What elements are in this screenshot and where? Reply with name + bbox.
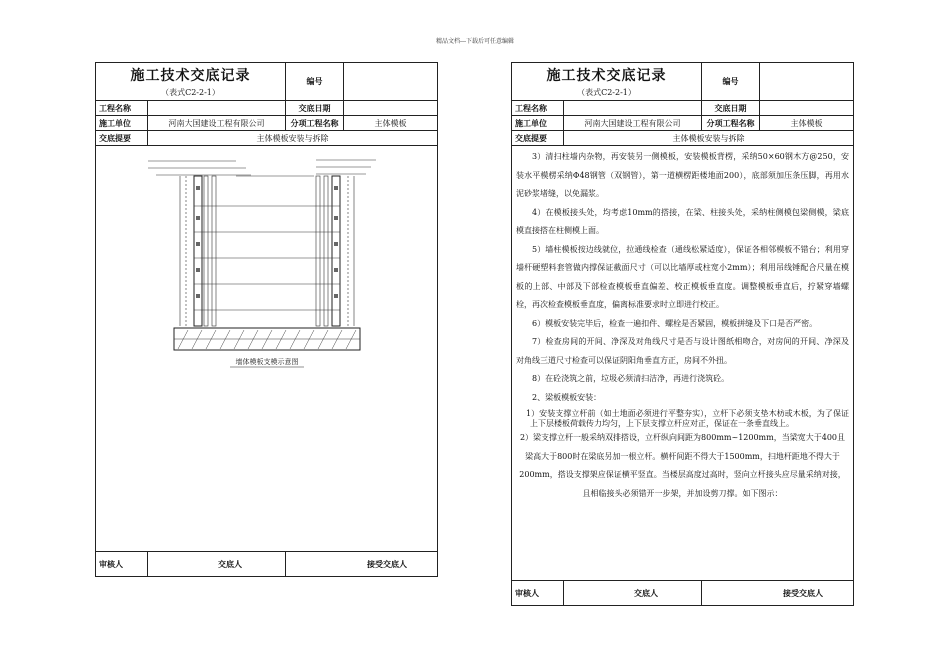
left-disclosure-form <box>95 62 438 577</box>
disclosure-date-label: 交底日期 <box>702 101 760 116</box>
code-field[interactable] <box>760 63 854 101</box>
project-name-field[interactable] <box>564 101 702 116</box>
subproject-name-label: 分项工程名称 <box>286 116 344 131</box>
form-title-cell <box>96 63 286 101</box>
construction-unit-label: 施工单位 <box>96 116 148 131</box>
summary-label: 交底提要 <box>96 131 148 146</box>
right-disclosure-form <box>511 62 854 606</box>
construction-unit-label: 施工单位 <box>512 116 564 131</box>
form-title: 施工技术交底记录 <box>546 68 667 84</box>
list-item: 1）安装支撑立杆前（如土地面必须进行平整夯实），立杆下必须支垫木枋或木板，为了保证上下层楼板荷载传力均匀，上下层支撑立杆应对正，保证在一条垂直线上。 <box>526 409 849 428</box>
receiver-label: 接受交底人 <box>783 587 823 598</box>
project-name-field[interactable] <box>148 101 286 116</box>
paragraph: 3）清扫柱墙内杂物，再安装另一侧模板，安装模板背楞，采纳50×60钢木方@250，安装水平模楞采纳Φ48钢管（双钢管），第一道横楞距楼地面200），底部须加压条压脚，再用水泥砂浆堵缝，以免漏浆。 <box>516 152 849 198</box>
formwork-diagram-cell <box>96 146 438 552</box>
project-name-label: 工程名称 <box>512 101 564 116</box>
paragraph: 7）检查房间的开间、净深及对角线尺寸是否与设计图纸相吻合，对房间的开间、净深及对角线三道尺寸检查可以保证阴阳角垂直方正，房间不外扭。 <box>516 337 849 365</box>
paragraph: 6）模板安装完毕后，检查一遍扣件、螺栓是否紧固，模板拼缝及下口是否严密。 <box>532 318 818 328</box>
paragraph: 2、梁板模板安装： <box>532 392 602 402</box>
disclosure-date-field[interactable] <box>344 101 438 116</box>
discloser-label: 交底人 <box>218 558 242 569</box>
paragraph: 8）在砼浇筑之前，垃圾必须清扫洁净，再进行浇筑砼。 <box>532 374 730 383</box>
form-subtitle: （表式C2-2-1） <box>577 88 636 97</box>
subproject-name-value: 主体模板 <box>344 116 438 131</box>
paragraph: 2）梁支撑立杆一般采纳双排搭设，立杆纵向间距为800mm~1200mm，当梁宽大于400且梁高大于800时在梁底另加一根立杆。横杆间距不得大于1500mm，扫地杆距地不得大于200mm，搭设支撑架应保证横平竖直。当楼层高度过高时，竖向立杆接头应尽量采纳对接，且相临接头必须错开一步架，并加设剪刀撑。如下图示： <box>519 433 846 498</box>
form-title-cell <box>512 63 702 101</box>
summary-value: 主体模板安装与拆除 <box>148 131 438 146</box>
paragraph: 5）墙柱模板按边线就位，拉通线检查（通线松紧适度），保证各相邻模板不错台；利用穿墙杆硬塑料套管做内撑保证截面尺寸（可以比墙厚或柱宽小2mm）；利用吊线锤配合尺量在模板的上部、中部及下部检查模板垂直偏差、校正模板垂直度。调整模板垂直后，拧紧穿墙螺栓，再次检查模板垂直度，偏离标准要求时立即进行校正。 <box>516 244 849 309</box>
disclosure-date-field[interactable] <box>760 101 854 116</box>
discloser-label: 交底人 <box>634 587 658 598</box>
paragraph: 4）在模板接头处，均考虑10mm的搭接，在梁、柱接头处，采纳柱侧模包梁侧模，梁底模直接搭在柱侧模上面。 <box>516 207 849 235</box>
project-name-label: 工程名称 <box>96 101 148 116</box>
receiver-label: 接受交底人 <box>367 558 407 569</box>
summary-value: 主体模板安装与拆除 <box>564 131 854 146</box>
reviewer-label: 审核人 <box>96 552 148 577</box>
disclosure-content <box>512 146 854 581</box>
code-label: 编号 <box>286 63 344 101</box>
form-subtitle: （表式C2-2-1） <box>161 88 220 97</box>
page-header-note: 精品文档---下载后可任意编辑 <box>435 38 515 45</box>
form-title: 施工技术交底记录 <box>130 68 251 84</box>
diagram-caption: 墙体模板支模示意图 <box>235 358 299 366</box>
code-label: 编号 <box>702 63 760 101</box>
construction-unit-value: 河南大国建设工程有限公司 <box>148 116 286 131</box>
subproject-name-label: 分项工程名称 <box>702 116 760 131</box>
wall-formwork-diagram <box>96 146 438 551</box>
construction-unit-value: 河南大国建设工程有限公司 <box>564 116 702 131</box>
disclosure-date-label: 交底日期 <box>286 101 344 116</box>
reviewer-label: 审核人 <box>512 581 564 606</box>
code-field[interactable] <box>344 63 438 101</box>
subproject-name-value: 主体模板 <box>760 116 854 131</box>
summary-label: 交底提要 <box>512 131 564 146</box>
